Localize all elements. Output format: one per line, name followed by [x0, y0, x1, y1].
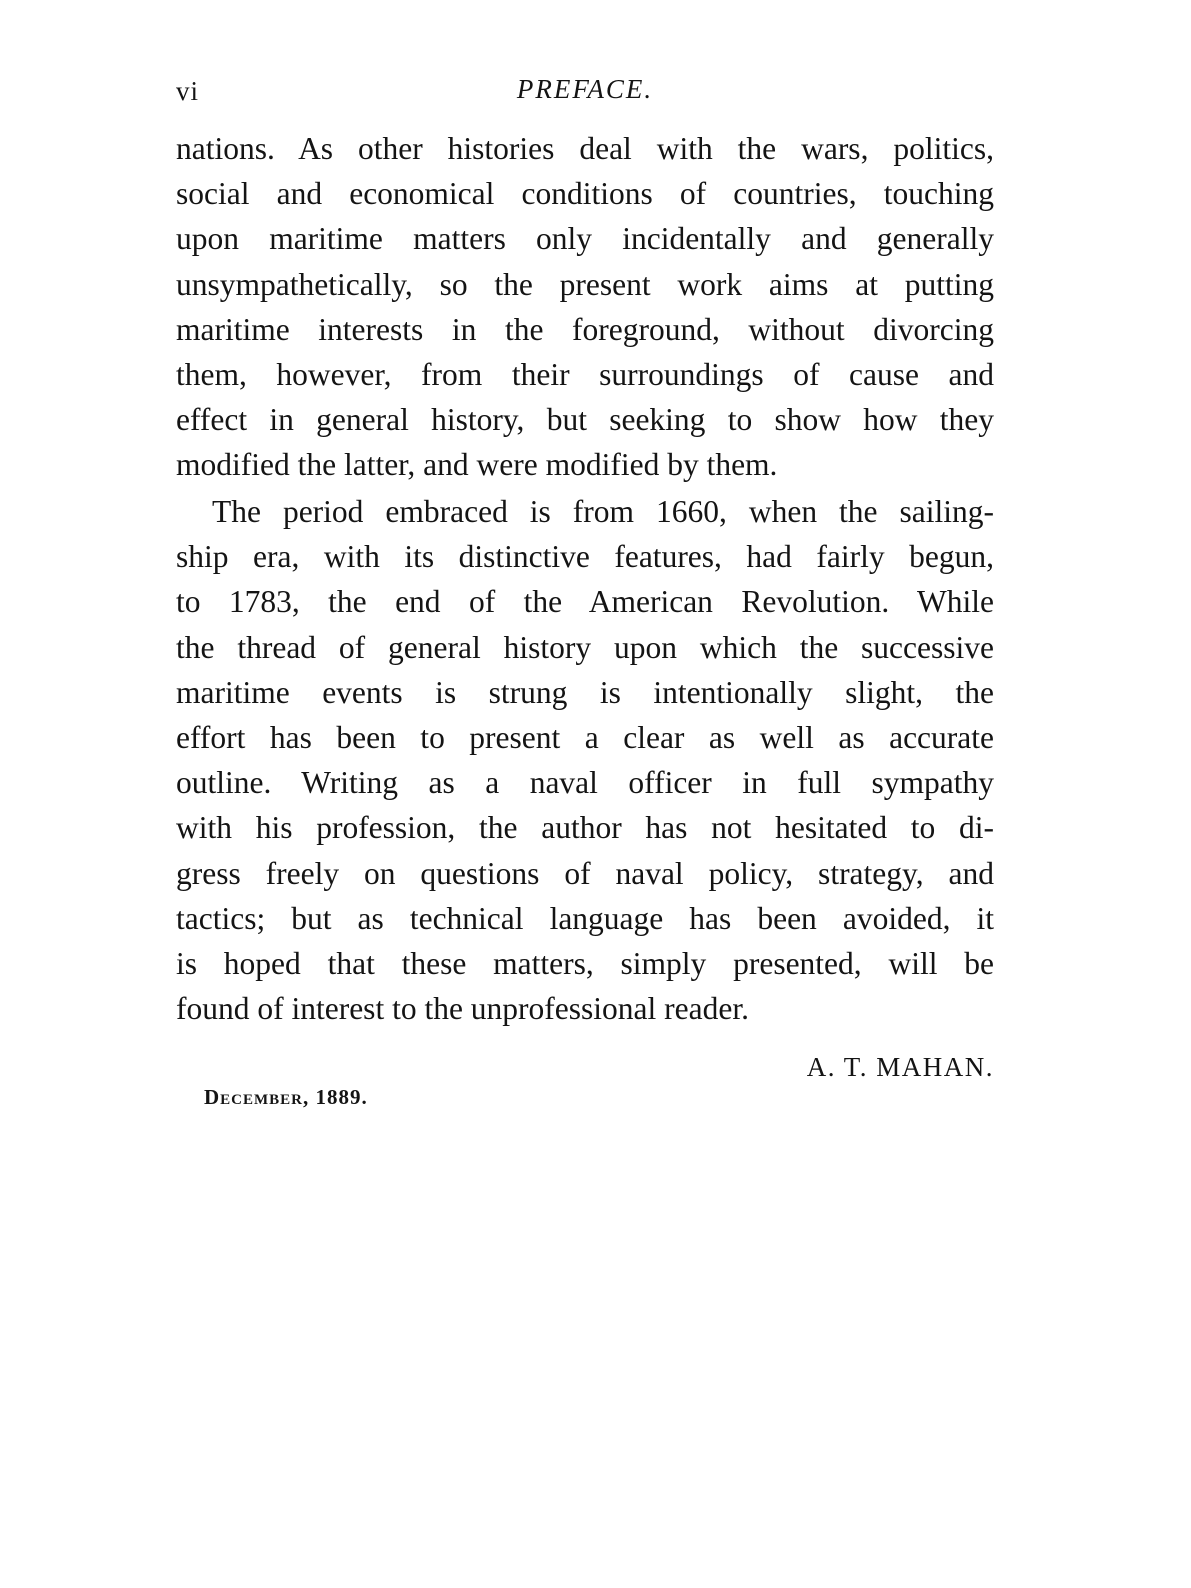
text-line: the thread of general history upon which the successive	[176, 629, 994, 665]
paragraph-2	[176, 489, 994, 1031]
text-line: is hoped that these matters, simply presented, will be	[176, 946, 994, 982]
text-line: upon maritime matters only incidentally and generally	[176, 221, 994, 257]
text-line: tactics; but as technical language has been avoided, it	[176, 900, 994, 936]
text-line: found of interest to the unprofessional reader.	[176, 991, 749, 1027]
dateline: December, 1889.	[204, 1085, 368, 1109]
text-line: maritime interests in the foreground, without divorcing	[176, 311, 994, 347]
text-line: outline. Writing as a naval officer in full sympathy	[176, 765, 994, 801]
running-head	[176, 72, 994, 112]
text-line: to 1783, the end of the American Revolution. While	[176, 584, 994, 620]
text-line: gress freely on questions of naval policy, strategy, and	[176, 855, 994, 891]
text-line: social and economical conditions of countries, touching	[176, 176, 994, 212]
text-line: effect in general history, but seeking to show how they	[176, 402, 994, 438]
author-signature: A. T. MAHAN.	[806, 1052, 994, 1082]
text-line: effort has been to present a clear as well as accurate	[176, 720, 994, 756]
text-line: maritime events is strung is intentionally slight, the	[176, 674, 994, 710]
page-number: vi	[176, 76, 200, 106]
text-line: unsympathetically, so the present work aims at putting	[176, 266, 994, 302]
text-line: nations. As other histories deal with the wars, politics,	[176, 131, 994, 166]
text-line: The period embraced is from 1660, when the sailing-	[212, 494, 994, 529]
text-line: them, however, from their surroundings of cause and	[176, 357, 994, 393]
text-line: modified the latter, and were modified by them.	[176, 447, 778, 483]
paragraph-1	[176, 126, 994, 488]
text-line: with his profession, the author has not hesitated to di-	[176, 810, 994, 846]
running-title: PREFACE.	[516, 74, 654, 104]
text-line: ship era, with its distinctive features, had fairly begun,	[176, 539, 994, 575]
